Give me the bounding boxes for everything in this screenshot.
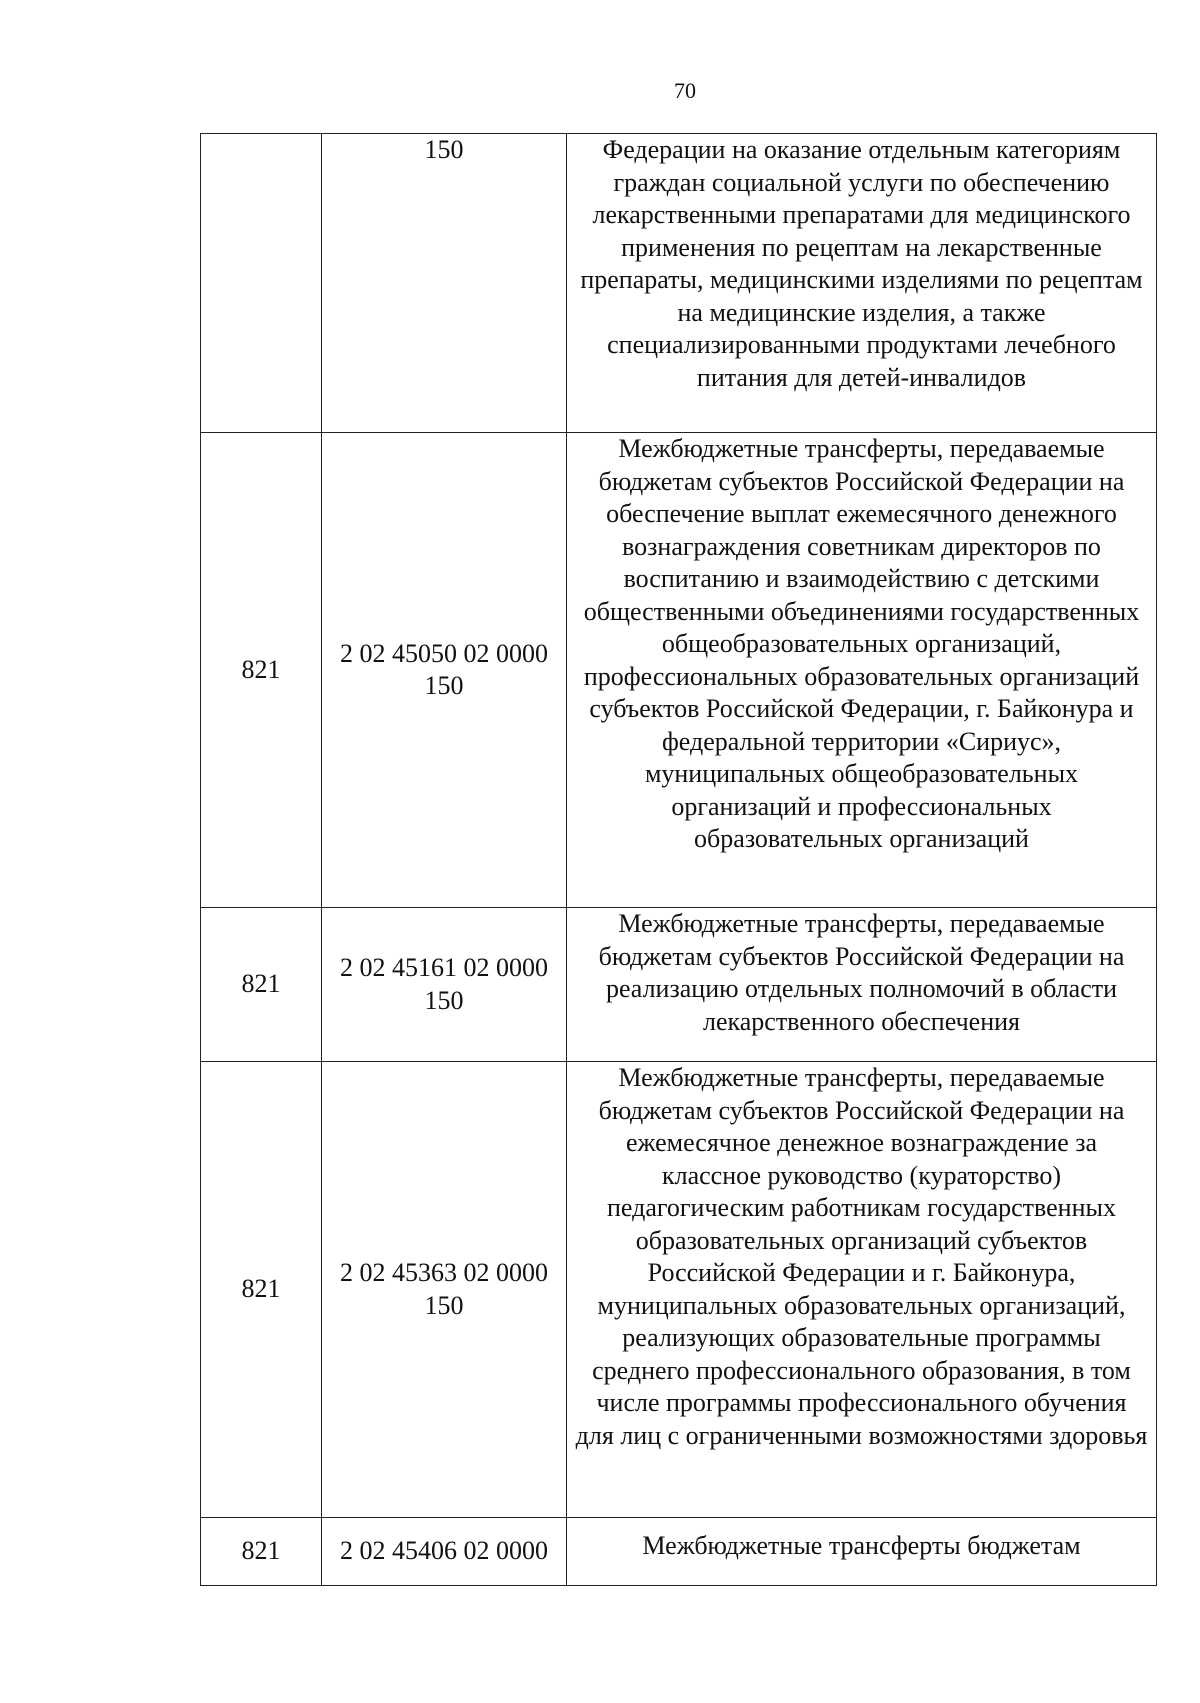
income-code-line: 2 02 45161 02 0000 xyxy=(340,953,548,982)
income-code-line: 2 02 45050 02 0000 xyxy=(340,638,548,668)
description-cell: Федерации на оказание отдельным категориям граждан социальной услуги по обеспечению лекарственными препаратами для медицинского применения по рецептам на лекарственные препараты, медицинскими изделиями по рецептам на медицинские изделия, а также специализированными продуктами лечебного питания для детей-инвалидов xyxy=(567,134,1157,433)
income-code-line: 150 xyxy=(424,1290,464,1320)
table-row xyxy=(201,1518,1157,1586)
table-row xyxy=(201,134,1157,433)
admin-code-cell: 821 xyxy=(201,1518,322,1586)
income-code-line: 150 xyxy=(424,135,464,164)
description-cell: Межбюджетные трансферты, передаваемые бюджетам субъектов Российской Федерации на обеспечение выплат ежемесячного денежного вознаграждения советникам директоров по воспитанию и взаимодействию с детскими общественными объединениями государственных общеобразовательных организаций, профессиональных образовательных организаций субъектов Российской Федерации, г. Байконура и федеральной территории «Сириус», муниципальных общеобразовательных организаций и профессиональных образовательных организаций xyxy=(567,433,1157,908)
budget-classification-table xyxy=(200,133,1157,1586)
income-code-line: 150 xyxy=(424,985,464,1015)
income-code-cell xyxy=(322,433,567,908)
income-code-line: 2 02 45363 02 0000 xyxy=(340,1258,548,1287)
admin-code-cell: 821 xyxy=(201,908,322,1062)
income-code-line: 150 xyxy=(424,671,464,700)
admin-code-cell xyxy=(201,134,322,433)
admin-code-cell: 821 xyxy=(201,433,322,908)
income-code-cell xyxy=(322,908,567,1062)
table-row xyxy=(201,1062,1157,1518)
income-code-cell xyxy=(322,134,567,433)
table-row xyxy=(201,908,1157,1062)
income-code-cell xyxy=(322,1518,567,1586)
table-row xyxy=(201,433,1157,908)
income-code-cell xyxy=(322,1062,567,1518)
description-cell: Межбюджетные трансферты, передаваемые бюджетам субъектов Российской Федерации на реализацию отдельных полномочий в области лекарственного обеспечения xyxy=(567,908,1157,1062)
description-cell: Межбюджетные трансферты, передаваемые бюджетам субъектов Российской Федерации на ежемесячное денежное вознаграждение за классное руководство (кураторство) педагогическим работникам государственных образовательных организаций субъектов Российской Федерации и г. Байконура, муниципальных образовательных организаций, реализующих образовательные программы среднего профессионального образования, в том числе программы профессионального обучения для лиц с ограниченными возможностями здоровья xyxy=(567,1062,1157,1518)
admin-code-cell: 821 xyxy=(201,1062,322,1518)
income-code-line: 2 02 45406 02 0000 xyxy=(340,1536,548,1566)
description-cell: Межбюджетные трансферты бюджетам xyxy=(567,1518,1157,1586)
page-number: 70 xyxy=(674,78,696,103)
